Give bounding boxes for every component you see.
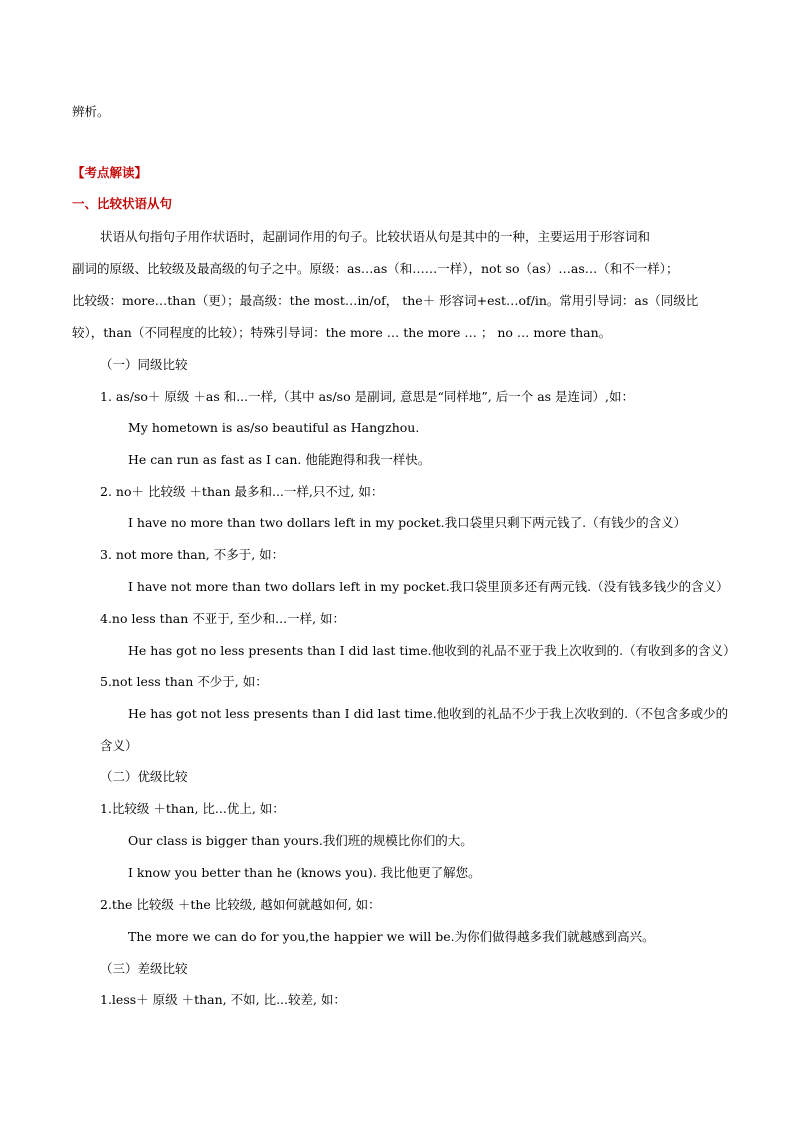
example-line: The more we can do for you,the happier we will be.为你们做得越多我们就越感到高兴。 [128, 929, 655, 944]
paragraph-line: 较），than（不同程度的比较）；特殊引导词：the more … the more … ； no … more than。 [72, 325, 612, 340]
section-title: 【考点解读】 [72, 165, 148, 180]
rule-item: 1.比较级 ＋than, 比...优上, 如： [100, 801, 285, 816]
example-line: I know you better than he (knows you). 我比他更了解您。 [128, 865, 481, 880]
rule-item: 5.not less than 不少于, 如： [100, 674, 268, 689]
category-heading: （三）差级比较 [100, 961, 188, 976]
category-heading: （一）同级比较 [100, 357, 188, 372]
example-line: He has got not less presents than I did last time.他收到的礼品不少于我上次收到的.（不包含多或少的 [128, 706, 729, 721]
paragraph-line: 副词的原级、比较级及最高级的句子之中。原级：as…as（和……一样），not so（as）…as…（和不一样）； [72, 261, 679, 276]
example-line-continued: 含义） [100, 738, 138, 753]
example-line: He has got no less presents than I did last time.他收到的礼品不亚于我上次收到的.（有收到多的含义） [128, 643, 736, 658]
rule-item: 4.no less than 不亚于, 至少和...一样, 如： [100, 611, 346, 626]
example-line: I have no more than two dollars left in my pocket.我口袋里只剩下两元钱了.（有钱少的含义） [128, 515, 687, 530]
category-heading: （二）优级比较 [100, 769, 188, 784]
text-line: 辨析。 [72, 104, 110, 119]
paragraph-line: 比较级：more…than（更）；最高级：the most…in/of， the＋ 形容词+est…of/in。常用引导词：as（同级比 [72, 293, 699, 308]
rule-item: 1. as/so＋ 原级 ＋as 和...一样,（其中 as/so 是副词, 意思是“同样地”, 后一个 as 是连词）,如： [100, 389, 635, 404]
example-line: I have not more than two dollars left in my pocket.我口袋里顶多还有两元钱.（没有钱多钱少的含义） [128, 579, 729, 594]
paragraph-line: 状语从句指句子用作状语时，起副词作用的句子。比较状语从句是其中的一种，主要运用于形容词和 [100, 229, 651, 244]
rule-item: 2.the 比较级 ＋the 比较级, 越如何就越如何, 如： [100, 897, 381, 912]
example-line: My hometown is as/so beautiful as Hangzhou. [128, 420, 420, 435]
example-line: Our class is bigger than yours.我们班的规模比你们的大。 [128, 833, 473, 848]
rule-item: 2. no＋ 比较级 ＋than 最多和...一样,只不过, 如： [100, 484, 384, 499]
subsection-title: 一、比较状语从句 [72, 196, 173, 211]
rule-item: 3. not more than, 不多于, 如： [100, 547, 285, 562]
example-line: He can run as fast as I can. 他能跑得和我一样快。 [128, 452, 431, 467]
rule-item: 1.less＋ 原级 ＋than, 不如, 比...较差, 如： [100, 992, 346, 1007]
